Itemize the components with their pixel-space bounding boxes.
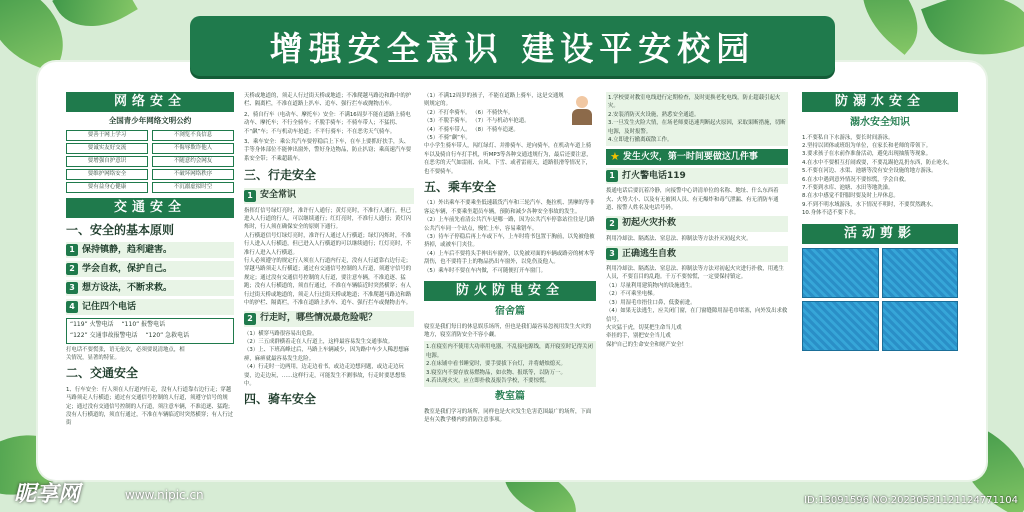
fire-step-bar: [606, 216, 788, 232]
leaf-decoration: [52, 0, 138, 44]
walk-danger-label: 行走时，哪些情况最危险呢？: [260, 312, 378, 323]
number-badge: 4: [66, 301, 78, 313]
watermark-url: www.nipic.cn: [125, 488, 204, 502]
drowning-heading: 防溺水安全: [802, 92, 958, 112]
call-tip: 打电话不要慌张，语无伦次，必须要说清地点，相关情况，显著的特征。: [66, 346, 185, 362]
dorm-rules: 1.在寝室内不使用大功率用电器，不乱接电源线，离开寝室时记得关闭电源。 2.在床铺中看书睡觉时，要手要拔下台灯，并将蜡烛熄灭。 3.寝室内不要存放易燃物品，如衣物、报纸等，以防万一。 4.若出现火灾，应立即扑救及报告学校，不要惊慌。: [424, 341, 596, 387]
hotline-item: “122” 交通事故报警电话: [70, 331, 138, 339]
walk-paragraph: 行人必须遵守的规定行人须在人行道内行走，没有人行道靠右边行走；穿越马路须走人行横道；通过有交通信号控制的人行道，须遵守信号的规定；通过没有交通信号控制的人行道，要注意车辆，不准追逐、猛跑；没有人行横道的，须直行通过，不准在车辆临近时突然横穿；有人行过街天桥或地道的，须走人行过街天桥或地道；不准爬越马路边和路中的护栏、隔离栏，不准在道路上扒车、追车、强行拦车或抛物击车。: [244, 258, 412, 307]
traffic-safety-heading: 交通安全: [66, 198, 234, 218]
number-badge: 2: [66, 263, 78, 275]
hotline-box: [66, 318, 234, 343]
convention-cell: 要诚实友好交流: [66, 143, 148, 154]
column-network-traffic: [66, 92, 234, 428]
convention-cell: 不破坏网络秩序: [152, 169, 234, 180]
fire-step-bar: [606, 168, 788, 184]
traffic-section-title: 二、交通安全: [66, 366, 139, 381]
fire-safety-heading: 防火防电安全: [424, 281, 596, 301]
network-convention-title: 全国青少年网络文明公约: [108, 116, 192, 125]
principle-text: 学会自救，保护自己。: [82, 263, 173, 274]
number-badge: 1: [66, 244, 78, 256]
dorm-section-title: 宿舍篇: [495, 306, 525, 318]
convention-cell: 要增强自护意识: [66, 156, 148, 167]
walk-tips-label: 安全常识: [260, 190, 297, 201]
watermark-brand: 昵享网: [14, 482, 81, 507]
column-ride-fire: [424, 92, 596, 425]
bus-rules: （1）外出乘车不要乘坐低速载货汽车和三轮汽车、拖拉机、黑摩的等非客运车辆，不要乘坐超员车辆，预防和减少各种安全事故的发生。 （2）上车前先看清公共汽车是哪一路，因为公共汽车停靠站往往是几路公共汽车同一个站点，慢忙上车，容易乘错车。 （3）待车子停稳后再上车或下车，上车时将书包置于胸前，以免被他被挤掉，或被车门夹住。 （4）上车后不要将头手伸出车窗外，以免被对面的车辆或路旁的树木等刮伤，也不要将手上的物品扔出车窗外，以免伤及他人。 （5）乘车时不要在车内做，不可随便打开车窗门。: [424, 200, 595, 274]
convention-cell: 要维护网络安全: [66, 169, 148, 180]
middle-paragraph: 3、乘车安全：乘公共汽车要停稳后上下车，在车上要抓好扶手，头、手等身体部位不能伸出窗外，警好身边物品，防止扒窃；乘高速汽车要系安全带；不乘超载车。: [244, 139, 412, 162]
convention-cell: 要有益身心健康: [66, 182, 148, 193]
drowning-rules: 1.不要私自下水游泳，要长时间游泳。 2.坚持以团体或班组为单位，在家长和老师的带领下。 3.要求孩子在水前作准备活动，避免出现抽筋等现象。 4.在水中不要相互打闹戏耍，不要乱踢抢乱扔东西，防止呛水。 5.不要在河边、水渠、池塘等没有安全设施的地方游泳。 6.在水中遇到意外情况不要惊慌，学会自救。 7.不要到水库、池塘、水田等地洗澡。 8.在水中感觉不舒服时要及时上岸休息。 9.不到不明水域游泳，水下情况不明时，不要贸然跳水。 10.身体不适不要下水。: [802, 134, 953, 217]
principle-row: [66, 261, 234, 277]
fire-step-text: 利用冷却法、隔离法、窒息法、抑制法等方法对初起火灾进行扑救，用逃生人员，不要盲目的乱跑。千万不要惊慌，一定要保持镇定。 （1）尽量利用建筑物内的设施逃生。 （2）不可乘坐电梯。 （3）用湿毛巾捂住口鼻，低姿前进。 （4）如果无法逃生，应关闭门窗，在门窗缝隙用湿毛巾堵塞，向外发出求救信号。 火灾猛于虎，切莫把生命当儿戏 牵挂的手，别把安全当儿戏 保护自己的生命安全和财产安全！: [606, 266, 788, 348]
drowning-subtitle: 溺水安全知识: [850, 117, 910, 128]
classroom-paragraph: 教室是我们学习的场所，同样也是火灾发生危害范围最广的场所，下面是有关教学楼内的消防注意事项。: [424, 408, 592, 424]
hotline-item: “120” 急救电话: [145, 331, 190, 339]
principle-row: [66, 299, 234, 315]
convention-cell: 不随意约会网友: [152, 156, 234, 167]
number-badge: 3: [66, 282, 78, 294]
convention-cell: 不侮辱欺诈他人: [152, 143, 234, 154]
classroom-section-title: 教室篇: [495, 391, 525, 403]
dorm-paragraph: 寝室是我们每日的休息娱乐场所，但也是我们最容易忽视用发生火灾的地方，寝室消防安全不容小觑。: [424, 323, 592, 339]
activity-photo: [802, 248, 879, 298]
watermark-id: ID:13091596 NO:20230531121124771104: [804, 495, 1018, 506]
walk-danger-list: （1）横穿马路很容易出危险。 （2）三五成群横着走在人行道上，这样最容易发生交通事故。 （3）上、下班高峰过后，马路上车辆减少，因为路中车少人稀思想麻痹，麻痹就最容易发生危险。 （4）行走时一边两用，边走边看书，或边走边想问题，或边走边玩耍，边走边玩，……这样行走，可能发生不测事故，行走时要思想集中。: [244, 330, 410, 387]
middle-paragraph: 天桥或地道的，须走人行过街天桥或地道；不准爬越马路边和路中的护栏、隔离栏，不准在道路上扒车、追车、强行拦车或抛物击车。: [244, 93, 412, 108]
classroom-rules: 1.学校要对教室电线进行定期检查，及时更换老化电线，防止超载引起火灾。 2.安装消防灭火设施，熟悉安全通道。 3.一旦发生火险大情，在场老师要迅速判断起火原因，采取果断措施，切断电源，及时报警。 4.立即进行撤离疏散工作。: [606, 92, 788, 146]
column-fire-response: [606, 92, 788, 349]
number-badge: 3: [606, 248, 618, 260]
traffic-paragraph: 1、行车安全：行人须在人行道内行走，没有人行道靠右边行走；穿越马路须走人行横道；通过有交通信号控制的人行道，须遵守信号的规定；通过没有交通信号控制的人行道，须注意车辆，不准追逐、猛跑；没有人行横道的，须直行通过，不准在车辆临近时突然横穿；有人行过街: [66, 386, 234, 427]
principle-text: 想方设法，不断求救。: [82, 282, 173, 293]
principle-text: 保持镇静，趋利避害。: [82, 244, 173, 255]
principle-row: [66, 280, 234, 296]
fire-step-label: 打火警电话119: [622, 170, 686, 181]
walk-paragraph: 人行横道信号灯绿灯亮时，准许行人通过人行横道；绿灯闪烁时，不准行人进入人行横道，但已进入人行横道的可以继续通行；红灯亮时，不准行人进入人行横道。: [244, 232, 412, 256]
convention-cell: 要善于网上学习: [66, 130, 148, 141]
hotline-item: “110” 报警电话: [121, 321, 166, 329]
walk-tips-bar: [244, 188, 414, 204]
ride-paragraph: 中小学生骑车带人，闯红绿灯、并排骑车、逆向骑车，在机动车道上骑车以及骑自行车打手机，听MP3等各种交通违规行为，最后还要注意，在恶劣的天气如雷雨、台风、下雪、或者雷雨天，道路很滑等情况下，也不要骑车。: [424, 143, 592, 175]
number-badge: 1: [244, 190, 256, 202]
ride-rules: （1）不满12周岁的孩子，不能在道路上骑车，这是交通规则规定的。 （2）不打伞骑车。 （6）不骑快车。 （3）不脱手骑车。 （7）不与机动车抢道。 （4）不骑车带人。 （8）不骑车追逐。 （5）不骑“飙”车。: [424, 93, 564, 142]
number-badge: 1: [606, 170, 618, 182]
fire-response-label: 发生火灾，第一时间要做这几件事: [622, 151, 758, 162]
bus-safety-title: 五、乘车安全: [424, 180, 497, 195]
teacher-illustration: [570, 96, 594, 126]
walk-safety-title: 三、行走安全: [244, 168, 317, 183]
column-walk-safety: [244, 92, 414, 412]
activity-photo: [882, 301, 959, 351]
walk-paragraph: 指挥灯信号绿灯亮时，准许行人通行；黄灯亮时，不准行人通行，但已进入人行道的行人，可以继续通行；红灯亮时，不准行人通行；黄灯闪烁时，行人须在确保安全的原则下通行。: [244, 207, 412, 231]
fire-step-text: 利用冷却法、隔离法、窒息法、抑制法等方法扑灭初起火灾。: [606, 235, 752, 242]
page-title: 增强安全意识 建设平安校园: [190, 16, 835, 76]
convention-cell: 不沉溺虚拟时空: [152, 182, 234, 193]
hotline-item: “119” 火警电话: [70, 321, 114, 329]
network-safety-heading: 网络安全: [66, 92, 234, 112]
column-drowning: [802, 92, 958, 351]
fire-step-label: 正确逃生自救: [622, 248, 677, 259]
activity-photo: [882, 248, 959, 298]
activity-photo: [802, 301, 879, 351]
convention-cell: 不浏览不良信息: [152, 130, 234, 141]
star-icon: ★: [610, 150, 620, 164]
number-badge: 2: [244, 313, 256, 325]
activity-photo-grid: [802, 248, 958, 351]
fire-response-banner: [606, 149, 788, 165]
walk-danger-bar: [244, 311, 414, 327]
middle-paragraph: 2、骑自行车（电动车、摩托车）安全：不满16周岁不能在道路上骑电动车、摩托车；不行全骑车；不脱手骑车；不骑车带人；不猛拐、不“飙”车；不与机动车抢道；不平行骑车；不在恶劣天气骑车。: [244, 111, 411, 135]
fire-step-label: 初起火灾扑救: [622, 218, 677, 229]
principle-text: 记住四个电话: [82, 301, 137, 312]
number-badge: 2: [606, 218, 618, 230]
fire-step-text: 拨通电话后要沉着冷静，向接警中心讲清单位的名称、地址、什么东西着火、火势大小、以及有无被困人员、有无爆炸和毒气泄漏、有无消防车通道、报警人姓名及电话号码。: [606, 188, 779, 212]
principle-row: [66, 242, 234, 258]
ride-safety-title: 四、骑车安全: [244, 392, 317, 407]
traffic-principles-title: 一、安全的基本原则: [66, 222, 175, 237]
activity-photos-heading: 活动剪影: [802, 224, 958, 244]
fire-step-bar: [606, 246, 788, 262]
network-convention-grid: [66, 130, 234, 193]
